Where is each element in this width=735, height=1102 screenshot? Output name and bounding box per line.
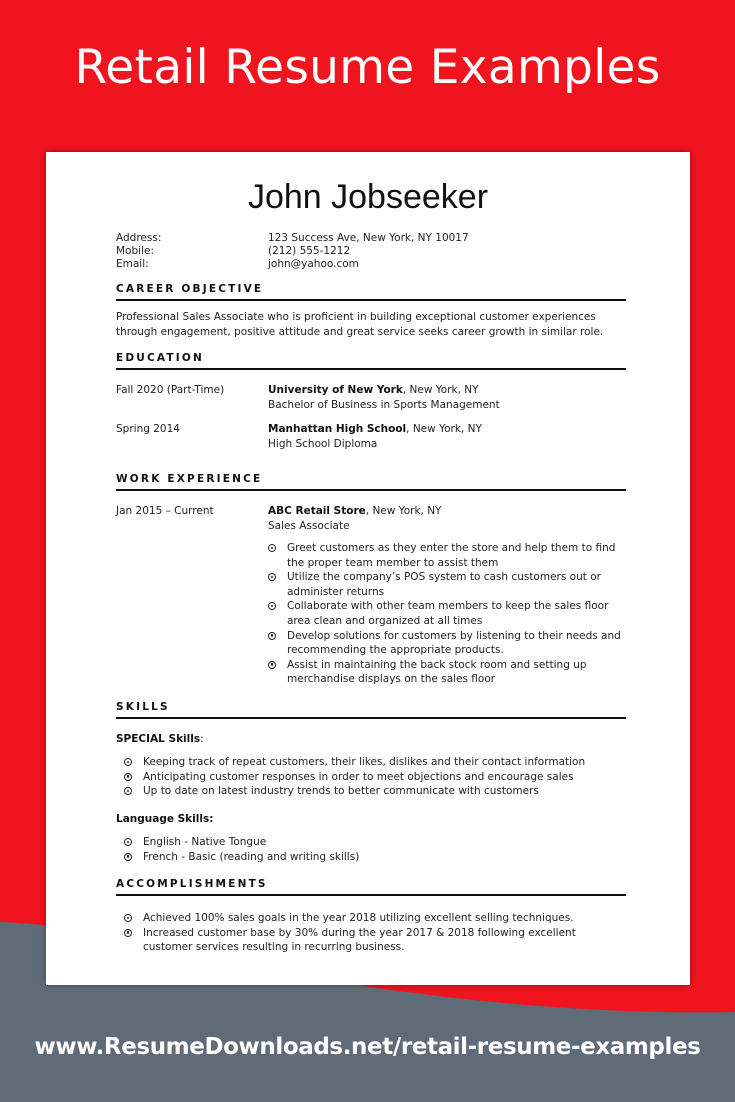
special-skills-label: SPECIAL Skills: — [116, 733, 204, 745]
bullet-icon — [124, 853, 132, 861]
list-item: Up to date on latest industry trends to better communicate with customers — [124, 784, 634, 799]
work-bullets — [268, 541, 628, 687]
bullet-icon — [124, 914, 132, 922]
education-entry — [268, 422, 628, 452]
resume-document — [46, 152, 690, 985]
bullet-icon — [268, 544, 276, 552]
section-heading-career-objective: CAREER OBJECTIVE — [116, 283, 626, 301]
job-title: Sales Associate — [268, 520, 350, 532]
list-item: Utilize the company’s POS system to cash customers out or administer returns — [268, 570, 628, 599]
special-skills-list — [124, 755, 634, 799]
bullet-icon — [268, 632, 276, 640]
contact-address — [116, 232, 469, 245]
language-skills-list — [124, 835, 634, 864]
bullet-icon — [124, 773, 132, 781]
school-location: , New York, NY — [406, 423, 482, 435]
contact-label: Mobile: — [116, 245, 154, 257]
school-location: , New York, NY — [402, 384, 479, 396]
objective-text: Professional Sales Associate who is proficient in building exceptional customer experiences through engagement, positive attitude and great service seeks career growth in similar role. — [116, 311, 604, 338]
list-item: Greet customers as they enter the store and help them to find the proper team member to assist them — [268, 541, 628, 570]
candidate-name: John Jobseeker — [247, 178, 489, 216]
language-skills-label: Language Skills: — [116, 813, 214, 825]
degree: Bachelor of Business in Sports Management — [268, 399, 500, 411]
school-name: University of New York — [268, 384, 403, 396]
bullet-icon — [124, 838, 132, 846]
work-entry — [268, 504, 628, 534]
section-heading-skills: SKILLS — [116, 701, 626, 719]
degree: High School Diploma — [268, 438, 378, 450]
work-date: Jan 2015 – Current — [116, 505, 214, 517]
bullet-icon — [268, 602, 276, 610]
list-item: French - Basic (reading and writing skills) — [124, 850, 634, 865]
contact-label: Email: — [116, 258, 149, 270]
list-item: Assist in maintaining the back stock room and setting up merchandise displays on the sales floor — [268, 658, 628, 687]
contact-mobile — [116, 245, 469, 258]
contact-value: (212) 555-1212 — [268, 245, 351, 257]
contact-email — [116, 258, 469, 271]
list-item: Collaborate with other team members to keep the sales floor area clean and organized at all times — [268, 599, 628, 628]
list-item: Keeping track of repeat customers, their likes, dislikes and their contact information — [124, 755, 634, 770]
section-heading-work-experience: WORK EXPERIENCE — [116, 473, 626, 491]
list-item: Develop solutions for customers by listening to their needs and recommending the appropriate products. — [268, 629, 628, 658]
banner-title: Retail Resume Examples — [74, 40, 661, 95]
section-heading-accomplishments: ACCOMPLISHMENTS — [116, 878, 626, 896]
bullet-icon — [124, 758, 132, 766]
section-heading-education: EDUCATION — [116, 352, 626, 370]
bullet-icon — [268, 573, 276, 581]
bullet-icon — [124, 787, 132, 795]
accomplishments-list — [124, 911, 594, 955]
education-entry — [268, 383, 628, 413]
company-location: , New York, NY — [365, 505, 442, 517]
footer-url-link[interactable]: www.ResumeDownloads.net/retail-resume-examples — [34, 1034, 701, 1060]
contact-value: john@yahoo.com — [268, 258, 359, 270]
contact-value: 123 Success Ave, New York, NY 10017 — [268, 232, 469, 244]
list-item: Increased customer base by 30% during the year 2017 & 2018 following excellent customer services resulting in recurring business. — [124, 926, 594, 955]
bullet-icon — [124, 929, 132, 937]
education-date: Fall 2020 (Part-Time) — [116, 384, 225, 396]
school-name: Manhattan High School — [268, 423, 407, 435]
list-item: English - Native Tongue — [124, 835, 634, 850]
education-date: Spring 2014 — [116, 423, 180, 435]
list-item: Achieved 100% sales goals in the year 2018 utilizing excellent selling techniques. — [124, 911, 594, 926]
company-name: ABC Retail Store — [268, 505, 366, 517]
list-item: Anticipating customer responses in order to meet objections and encourage sales — [124, 770, 634, 785]
contact-block — [116, 232, 469, 271]
contact-label: Address: — [116, 232, 162, 244]
bullet-icon — [268, 661, 276, 669]
